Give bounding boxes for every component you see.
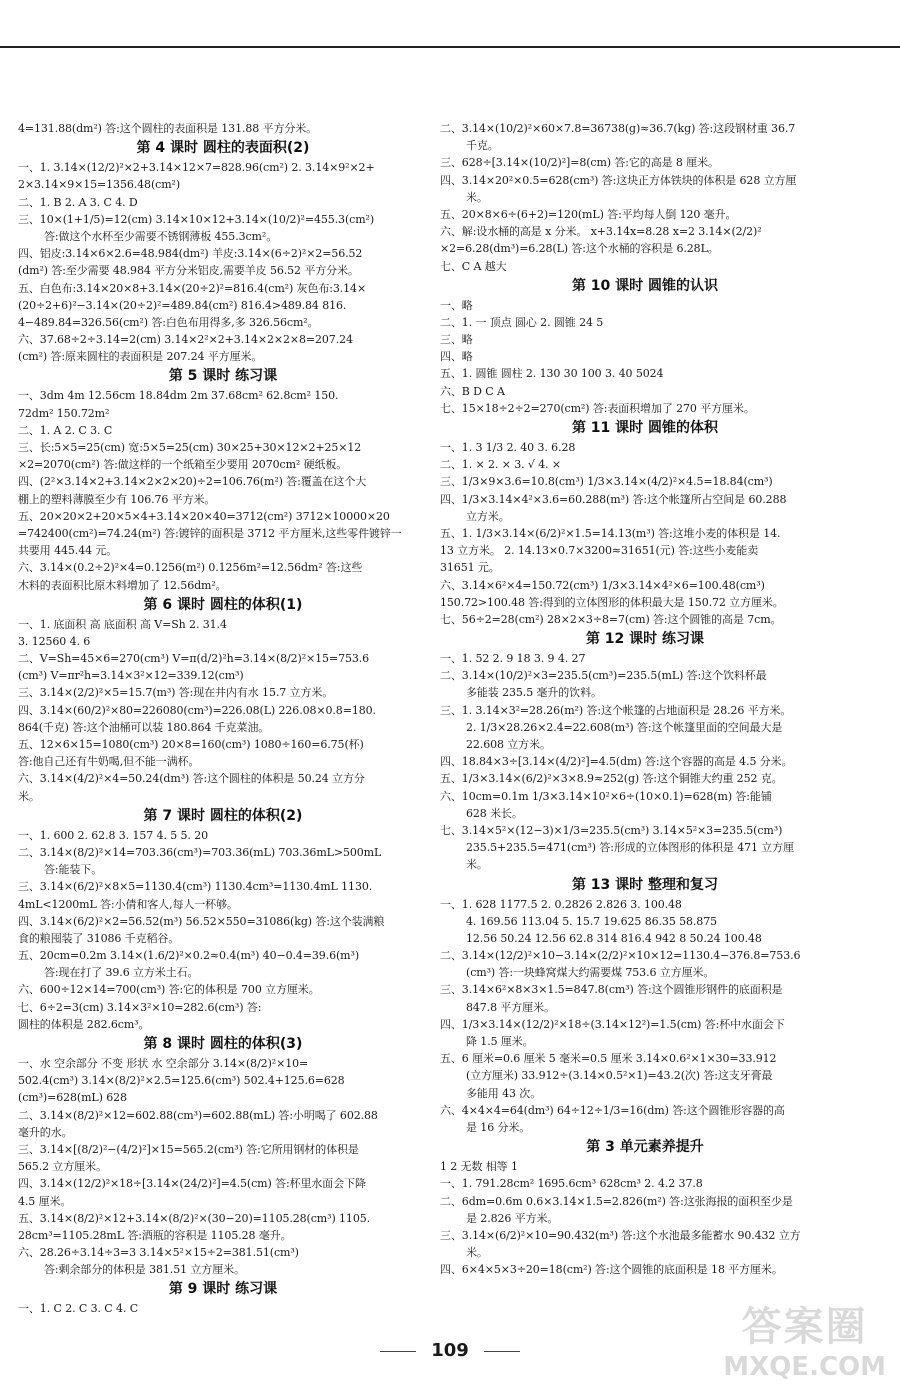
answer-line: 22.608 立方米。 bbox=[466, 738, 551, 751]
answer-line: 二、6dm=0.6m 0.6×3.14×1.5=2.826(m²) 答:这张海报的面积至少是 bbox=[440, 1194, 793, 1208]
right-answer-column bbox=[440, 120, 850, 1278]
answer-line: 一、1. 52 2. 9 18 3. 9 4. 27 bbox=[440, 652, 586, 666]
top-rule bbox=[0, 46, 900, 48]
answer-line: 五、1. 圆锥 圆柱 2. 130 30 100 3. 40 5024 bbox=[440, 367, 664, 381]
answer-line: 六、3.14×(0.2÷2)²×4=0.1256(m²) 0.1256m²=12.56dm² 答:这些 bbox=[18, 561, 363, 575]
answer-line: 三、628÷[3.14×(10/2)²]=8(cm) 答:它的高是 8 厘米。 bbox=[440, 156, 719, 170]
answer-line: 二、3.14×(10/2)²×60×7.8=36738(g)≈36.7(kg) 答:这段钢材重 36.7 bbox=[440, 122, 796, 135]
answer-line: 立方米。 bbox=[466, 509, 510, 523]
answer-line: 五、3.14×(8/2)²×12+3.14×(8/2)²×(30−20)=1105.28(cm³) 1105. bbox=[18, 1211, 371, 1225]
answer-line: 三、1/3×9×3.6=10.8(cm³) 1/3×3.14×(4/2)²×4.5=18.84(cm³) bbox=[440, 475, 773, 489]
lesson-heading: 第 7 课时 圆柱的体积(2) bbox=[143, 807, 303, 824]
answer-line: (cm³) V=πr²h=3.14×3²×12=339.12(cm³) bbox=[18, 669, 244, 683]
answer-line: 4mL<1200mL 答:小倩和客人,每人一杯够。 bbox=[18, 897, 238, 911]
answer-line: 毫升的水。 bbox=[18, 1125, 73, 1139]
answer-line: 答:现在打了 39.6 立方米土石。 bbox=[44, 966, 199, 980]
answer-line: (20÷2+6)²−3.14×(20÷2)²=489.84(cm²) 816.4>489.84 816. bbox=[18, 298, 347, 312]
lesson-heading: 第 12 课时 练习课 bbox=[585, 631, 705, 648]
answer-line: 五、6 厘米=0.6 厘米 5 毫米=0.5 厘米 3.14×0.6²×1×30=33.912 bbox=[440, 1052, 777, 1066]
answer-line: 答:做这个水杯至少需要不锈钢薄板 455.3cm²。 bbox=[44, 229, 278, 243]
lesson-heading: 第 8 课时 圆柱的体积(3) bbox=[143, 1036, 303, 1052]
answer-line: (dm²) 答:至少需要 48.984 平方分米铝皮,需要羊皮 56.52 平方分米。 bbox=[18, 264, 359, 278]
answer-line: 一、1. 3.14×(12/2)²×2+3.14×12×7=828.96(cm²) 2. 3.14×9²×2+ bbox=[18, 161, 375, 175]
answer-line: 四、铝皮:3.14×6×2.6=48.984(dm²) 羊皮:3.14×(6÷2)²×2=56.52 bbox=[18, 247, 363, 261]
lesson-heading: 第 9 课时 练习课 bbox=[168, 1281, 278, 1298]
lesson-heading: 第 10 课时 圆锥的认识 bbox=[571, 277, 719, 294]
answer-line: 四、(2²×3.14×2+3.14×2×2×20)÷2=106.76(m²) 答:覆盖在这个大 bbox=[18, 475, 367, 489]
answer-line: 三、略 bbox=[440, 333, 473, 347]
answer-line: ×2=2070(cm²) 答:做这样的一个纸箱至少要用 2070cm² 硬纸板。 bbox=[18, 458, 348, 472]
answer-line: 答:他自己还有牛奶喝,但不能一满杯。 bbox=[18, 755, 200, 769]
answer-line: 235.5+235.5=471(cm³) 答:形成的立体图形的体积是 471 立方厘 bbox=[466, 841, 794, 855]
answer-line: 是 16 分米。 bbox=[466, 1120, 531, 1134]
answer-line: 二、3.14×(8/2)²×12=602.88(cm³)=602.88(mL) 答:小明喝了 602.88 bbox=[18, 1108, 378, 1122]
answer-line: (cm³) 答:一块蜂窝煤大约需要煤 753.6 立方厘米。 bbox=[466, 966, 715, 980]
answer-line: 三、3.14×(2/2)²×5=15.7(m³) 答:现在井内有水 15.7 立方米。 bbox=[18, 686, 334, 700]
answer-line: 四、1/3×3.14×4²×3.6=60.288(m³) 答:这个帐篷所占空间是 60.288 bbox=[440, 492, 787, 506]
answer-line: 六、3.14×(4/2)²×4=50.24(dm³) 答:这个圆柱的体积是 50.24 立方分 bbox=[18, 772, 365, 786]
answer-line: 2×3.14×9×15=1356.48(cm²) bbox=[18, 178, 181, 192]
answer-line: 一、1. 底面积 高 底面积 高 V=Sh 2. 31.4 bbox=[18, 617, 227, 631]
answer-line: 864(千克) 答:这个油桶可以装 180.864 千克菜油。 bbox=[18, 720, 270, 734]
answer-line: 五、12×6×15=1080(cm³) 20×8=160(cm³) 1080÷160=6.75(杯) bbox=[18, 738, 364, 751]
answer-line: 二、1. B 2. A 3. C 4. D bbox=[18, 195, 138, 209]
answer-line: 一、1. 3 1/3 2. 40 3. 6.28 bbox=[440, 441, 576, 454]
answer-line: 2. 1/3×28.26×2.4=22.608(m³) 答:这个帐篷里面的空间最大是 bbox=[466, 720, 783, 734]
answer-line: 五、20×20×2+20×5×4+3.14×20×40=3712(cm²) 3712×10000×20 bbox=[18, 509, 390, 523]
left-answer-column bbox=[18, 120, 428, 1318]
answer-line: 六、3.14×6²×4=150.72(cm³) 1/3×3.14×4²×6=100.48(cm³) bbox=[440, 578, 765, 592]
answer-line: 72dm² 150.72m² bbox=[18, 406, 110, 420]
lesson-heading: 第 4 课时 圆柱的表面积(2) bbox=[136, 140, 310, 157]
answer-line: 七、15×18÷2÷2=270(cm²) 答:表面积增加了 270 平方厘米。 bbox=[440, 401, 755, 415]
answer-line: 降 1.5 厘米。 bbox=[466, 1035, 534, 1048]
answer-line: 五、1/3×3.14×(6/2)²×3×8.9≈252(g) 答:这个铜锥大约重 252 克。 bbox=[440, 772, 783, 786]
answer-line: 三、10×(1+1/5)=12(cm) 3.14×10×12+3.14×(10/2)²=455.3(cm²) bbox=[18, 212, 375, 226]
answer-line: 四、3.14×(12/2)²×18÷[3.14×(24/2)²]=4.5(cm) 答:杯里水面会下降 bbox=[18, 1177, 366, 1191]
page-number: 109 bbox=[431, 1340, 469, 1361]
answer-line: 五、1. 1/3×3.14×(6/2)²×1.5=14.13(m³) 答:这堆小麦的体积是 14. bbox=[440, 526, 781, 540]
answer-line: 4=131.88(dm²) 答:这个圆柱的表面积是 131.88 平方分米。 bbox=[18, 122, 318, 135]
answer-line: 六、37.68÷2÷3.14=2(cm) 3.14×2²×2+3.14×2×2×8=207.24 bbox=[18, 333, 353, 347]
answer-line: 五、20cm=0.2m 3.14×(1.6/2)²×0.2≈0.4(m³) 40−0.4=39.6(m³) bbox=[18, 949, 360, 963]
answer-line: 四、略 bbox=[440, 350, 473, 364]
answer-line: 三、3.14×(6/2)²×10=90.432(m³) 答:这个水池最多能蓄水 90.432 立方 bbox=[440, 1228, 801, 1242]
answer-line: 3. 12560 4. 6 bbox=[18, 634, 91, 648]
answer-line: 三、1. 3.14×3²=28.26(m²) 答:这个帐篷的占地面积是 28.26 平方米。 bbox=[440, 703, 792, 717]
answer-line: 米。 bbox=[466, 1246, 488, 1260]
watermark-logo bbox=[723, 1295, 886, 1382]
answer-line: 六、解:设水桶的高是 x 分米。 x+3.14x=8.28 x=2 3.14×(2/2)² bbox=[440, 225, 762, 239]
lesson-heading: 第 3 单元素养提升 bbox=[586, 1139, 704, 1156]
answer-line: 四、1/3×3.14×(12/2)²×18÷(3.14×12²)=1.5(cm) 答:杯中水面会下 bbox=[440, 1017, 785, 1031]
answer-line: 是 2.826 平方米。 bbox=[466, 1211, 559, 1225]
answer-line: 四、3.14×(60/2)²×80=226080(cm³)=226.08(L) 226.08×0.8=180. bbox=[18, 703, 376, 717]
answer-line: 千克。 bbox=[466, 139, 499, 153]
answer-line: 答:剩余部分的体积是 381.51 立方厘米。 bbox=[44, 1263, 245, 1277]
answer-line: 六、4×4×4=64(dm³) 64÷12÷1/3=16(dm) 答:这个圆锥形容器的高 bbox=[440, 1103, 785, 1117]
answer-line: 答:能装下。 bbox=[44, 863, 103, 877]
answer-line: 二、3.14×(12/2)²×10−3.14×(2/2)²×10×12=1130.4−376.8=753.6 bbox=[440, 949, 801, 963]
answer-line: 共要用 445.44 元。 bbox=[18, 544, 118, 558]
answer-line: 六、28.26÷3.14÷3=3 3.14×5²×15÷2=381.51(cm³) bbox=[18, 1246, 299, 1260]
answer-line: 三、3.14×[(8/2)²−(4/2)²]×15=565.2(cm³) 答:它所用钢材的体积是 bbox=[18, 1142, 359, 1156]
answer-line: 三、长:5×5=25(cm) 宽:5×5=25(cm) 30×25+30×12×2+25×12 bbox=[18, 441, 362, 454]
answer-line: ×2=6.28(dm³)=6.28(L) 答:这个水桶的容积是 6.28L。 bbox=[440, 242, 719, 256]
answer-line: 二、3.14×(10/2)²×3=235.5(cm³)=235.5(mL) 答:这个饮料杯最 bbox=[440, 669, 767, 683]
answer-line: 一、1. 791.28cm² 1695.6cm³ 628cm³ 2. 4.2 37.8 bbox=[440, 1177, 703, 1191]
answer-line: 13 立方米。 2. 14.13×0.7×3200≈31651(元) 答:这些小麦能卖 bbox=[440, 544, 759, 558]
lesson-heading: 第 5 课时 练习课 bbox=[168, 368, 278, 385]
answer-line: 三、3.14×(6/2)²×8×5=1130.4(cm³) 1130.4cm³=1130.4mL 1130. bbox=[18, 880, 373, 894]
answer-line: 食的粮囤装了 31086 千克稻谷。 bbox=[18, 931, 180, 945]
footer-dash-left bbox=[380, 1351, 416, 1352]
answer-line: 七、3.14×5²×(12−3)×1/3=235.5(cm³) 3.14×5²×3=235.5(cm³) bbox=[440, 823, 783, 837]
answer-line: 三、3.14×6²×8×3×1.5=847.8(cm³) 答:这个圆锥形钢件的底面积是 bbox=[440, 983, 783, 997]
footer-dash-right bbox=[484, 1351, 520, 1352]
answer-line: 一、3dm 4m 12.56cm 18.84dm 2m 37.68cm² 62.8cm² 150. bbox=[18, 389, 339, 403]
answer-line: 4.5 厘米。 bbox=[18, 1194, 72, 1208]
answer-line: 847.8 平方厘米。 bbox=[466, 1000, 555, 1014]
answer-line: 米。 bbox=[466, 858, 488, 872]
answer-line: 二、3.14×(8/2)²×14=703.36(cm³)=703.36(mL) 703.36mL>500mL bbox=[18, 845, 382, 859]
watermark-text: 答案圈 bbox=[741, 1304, 868, 1350]
answer-line: 六、600÷12×14=700(cm³) 答:它的体积是 700 立方厘米。 bbox=[18, 983, 320, 997]
answer-line: 七、56÷2=28(cm²) 28×2×3÷8=7(cm) 答:这个圆锥的高是 7cm。 bbox=[440, 612, 782, 626]
answer-line: 四、3.14×(6/2)²×2=56.52(m³) 56.52×550=31086(kg) 答:这个装满粮 bbox=[18, 914, 385, 928]
answer-line: 四、3.14×20²×0.5=628(cm³) 答:这块正方体铁块的体积是 628 立方厘 bbox=[440, 173, 797, 187]
answer-line: 150.72>100.48 答:得到的立体图形的体积最大是 150.72 立方厘米。 bbox=[440, 595, 784, 609]
answer-line: 二、1. A 2. C 3. C bbox=[18, 423, 113, 437]
answer-line: 一、1. C 2. C 3. C 4. C bbox=[18, 1302, 139, 1316]
answer-line: 502.4(cm³) 3.14×(8/2)²×2.5=125.6(cm³) 502.4+125.6=628 bbox=[18, 1074, 345, 1088]
answer-line: 628 米长。 bbox=[466, 806, 523, 820]
answer-line: 米。 bbox=[18, 789, 40, 803]
answer-line: 二、1. 一 顶点 圆心 2. 圆锥 24 5 bbox=[440, 315, 604, 329]
answer-line: 六、10cm=0.1m 1/3×3.14×10²×6÷(10×0.1)=628(m) 答:能铺 bbox=[440, 789, 772, 803]
answer-line: 一、1. 628 1177.5 2. 0.2826 2.826 3. 100.48 bbox=[440, 897, 682, 911]
answer-line: 4−489.84=326.56(cm²) 答:白色布用得多,多 326.56cm²。 bbox=[18, 315, 319, 329]
answer-line: 圆柱的体积是 282.6cm³。 bbox=[18, 1017, 150, 1031]
answer-line: (cm²) 答:原来圆柱的表面积是 207.24 平方厘米。 bbox=[18, 350, 263, 364]
answer-line: 二、V=Sh=45×6=270(cm³) V=π(d/2)²h=3.14×(8/2)²×15=753.6 bbox=[18, 652, 370, 666]
answer-line: 565.2 立方厘米。 bbox=[18, 1160, 107, 1174]
answer-line: 米。 bbox=[466, 190, 488, 204]
answer-line: 1 2 无数 相等 1 bbox=[440, 1160, 518, 1174]
lesson-heading: 第 11 课时 圆锥的体积 bbox=[571, 420, 719, 436]
lesson-heading: 第 13 课时 整理和复习 bbox=[571, 876, 719, 893]
answer-line: 四、6×4×5×3÷20=18(cm²) 答:这个圆锥的底面积是 18 平方厘米。 bbox=[440, 1263, 783, 1277]
answer-line: 31651 元。 bbox=[440, 561, 500, 575]
answer-line: 棚上的塑料薄膜至少有 106.76 平方米。 bbox=[18, 492, 216, 506]
answer-line: 一、1. 600 2. 62.8 3. 157 4. 5 5. 20 bbox=[18, 828, 209, 842]
answer-line: (立方厘米) 33.912÷(3.14×0.5²×1)=43.2(次) 答:这支牙膏最 bbox=[466, 1069, 773, 1083]
watermark-url: MXQE.COM bbox=[723, 1352, 886, 1382]
answer-line: 七、C A 越大 bbox=[440, 259, 507, 273]
lesson-heading: 第 6 课时 圆柱的体积(1) bbox=[143, 596, 303, 613]
answer-line: 四、18.84×3÷[3.14×(4/2)²]=4.5(dm) 答:这个容器的高是 4.5 分米。 bbox=[440, 755, 793, 769]
answer-line: (cm³)=628(mL) 628 bbox=[18, 1091, 127, 1105]
answer-line: 二、1. × 2. × 3. √ 4. × bbox=[440, 458, 562, 472]
answer-line: 五、20×8×6÷(6+2)=120(mL) 答:平均每人倒 120 毫升。 bbox=[440, 207, 737, 221]
answer-line: 28cm³=1105.28mL 答:酒瓶的容积是 1105.28 毫升。 bbox=[18, 1228, 292, 1242]
answer-line: 多能用 43 次。 bbox=[466, 1086, 542, 1100]
answer-line: 12.56 50.24 12.56 62.8 314 816.4 942 8 50.24 100.48 bbox=[466, 931, 762, 945]
answer-line: 六、B D C A bbox=[440, 384, 505, 398]
answer-line: 4. 169.56 113.04 5. 15.7 19.625 86.35 58.875 bbox=[466, 914, 718, 928]
answer-line: 多能装 235.5 毫升的饮料。 bbox=[466, 686, 602, 700]
answer-line: 一、略 bbox=[440, 298, 473, 312]
answer-line: 七、6÷2=3(cm) 3.14×3²×10=282.6(cm³) 答: bbox=[18, 1000, 262, 1014]
answer-line: =742400(cm²)=74.24(m²) 答:镀锌的面积是 3712 平方厘米,这些零件镀锌一 bbox=[18, 526, 402, 540]
answer-line: 五、白色布:3.14×20×8+3.14×(20÷2)²=816.4(cm²) 灰色布:3.14× bbox=[18, 281, 367, 295]
answer-line: 木料的表面积比原木料增加了 12.56dm²。 bbox=[18, 578, 227, 592]
answer-line: 一、水 空余部分 不变 形状 水 空余部分 3.14×(8/2)²×10= bbox=[18, 1057, 309, 1070]
